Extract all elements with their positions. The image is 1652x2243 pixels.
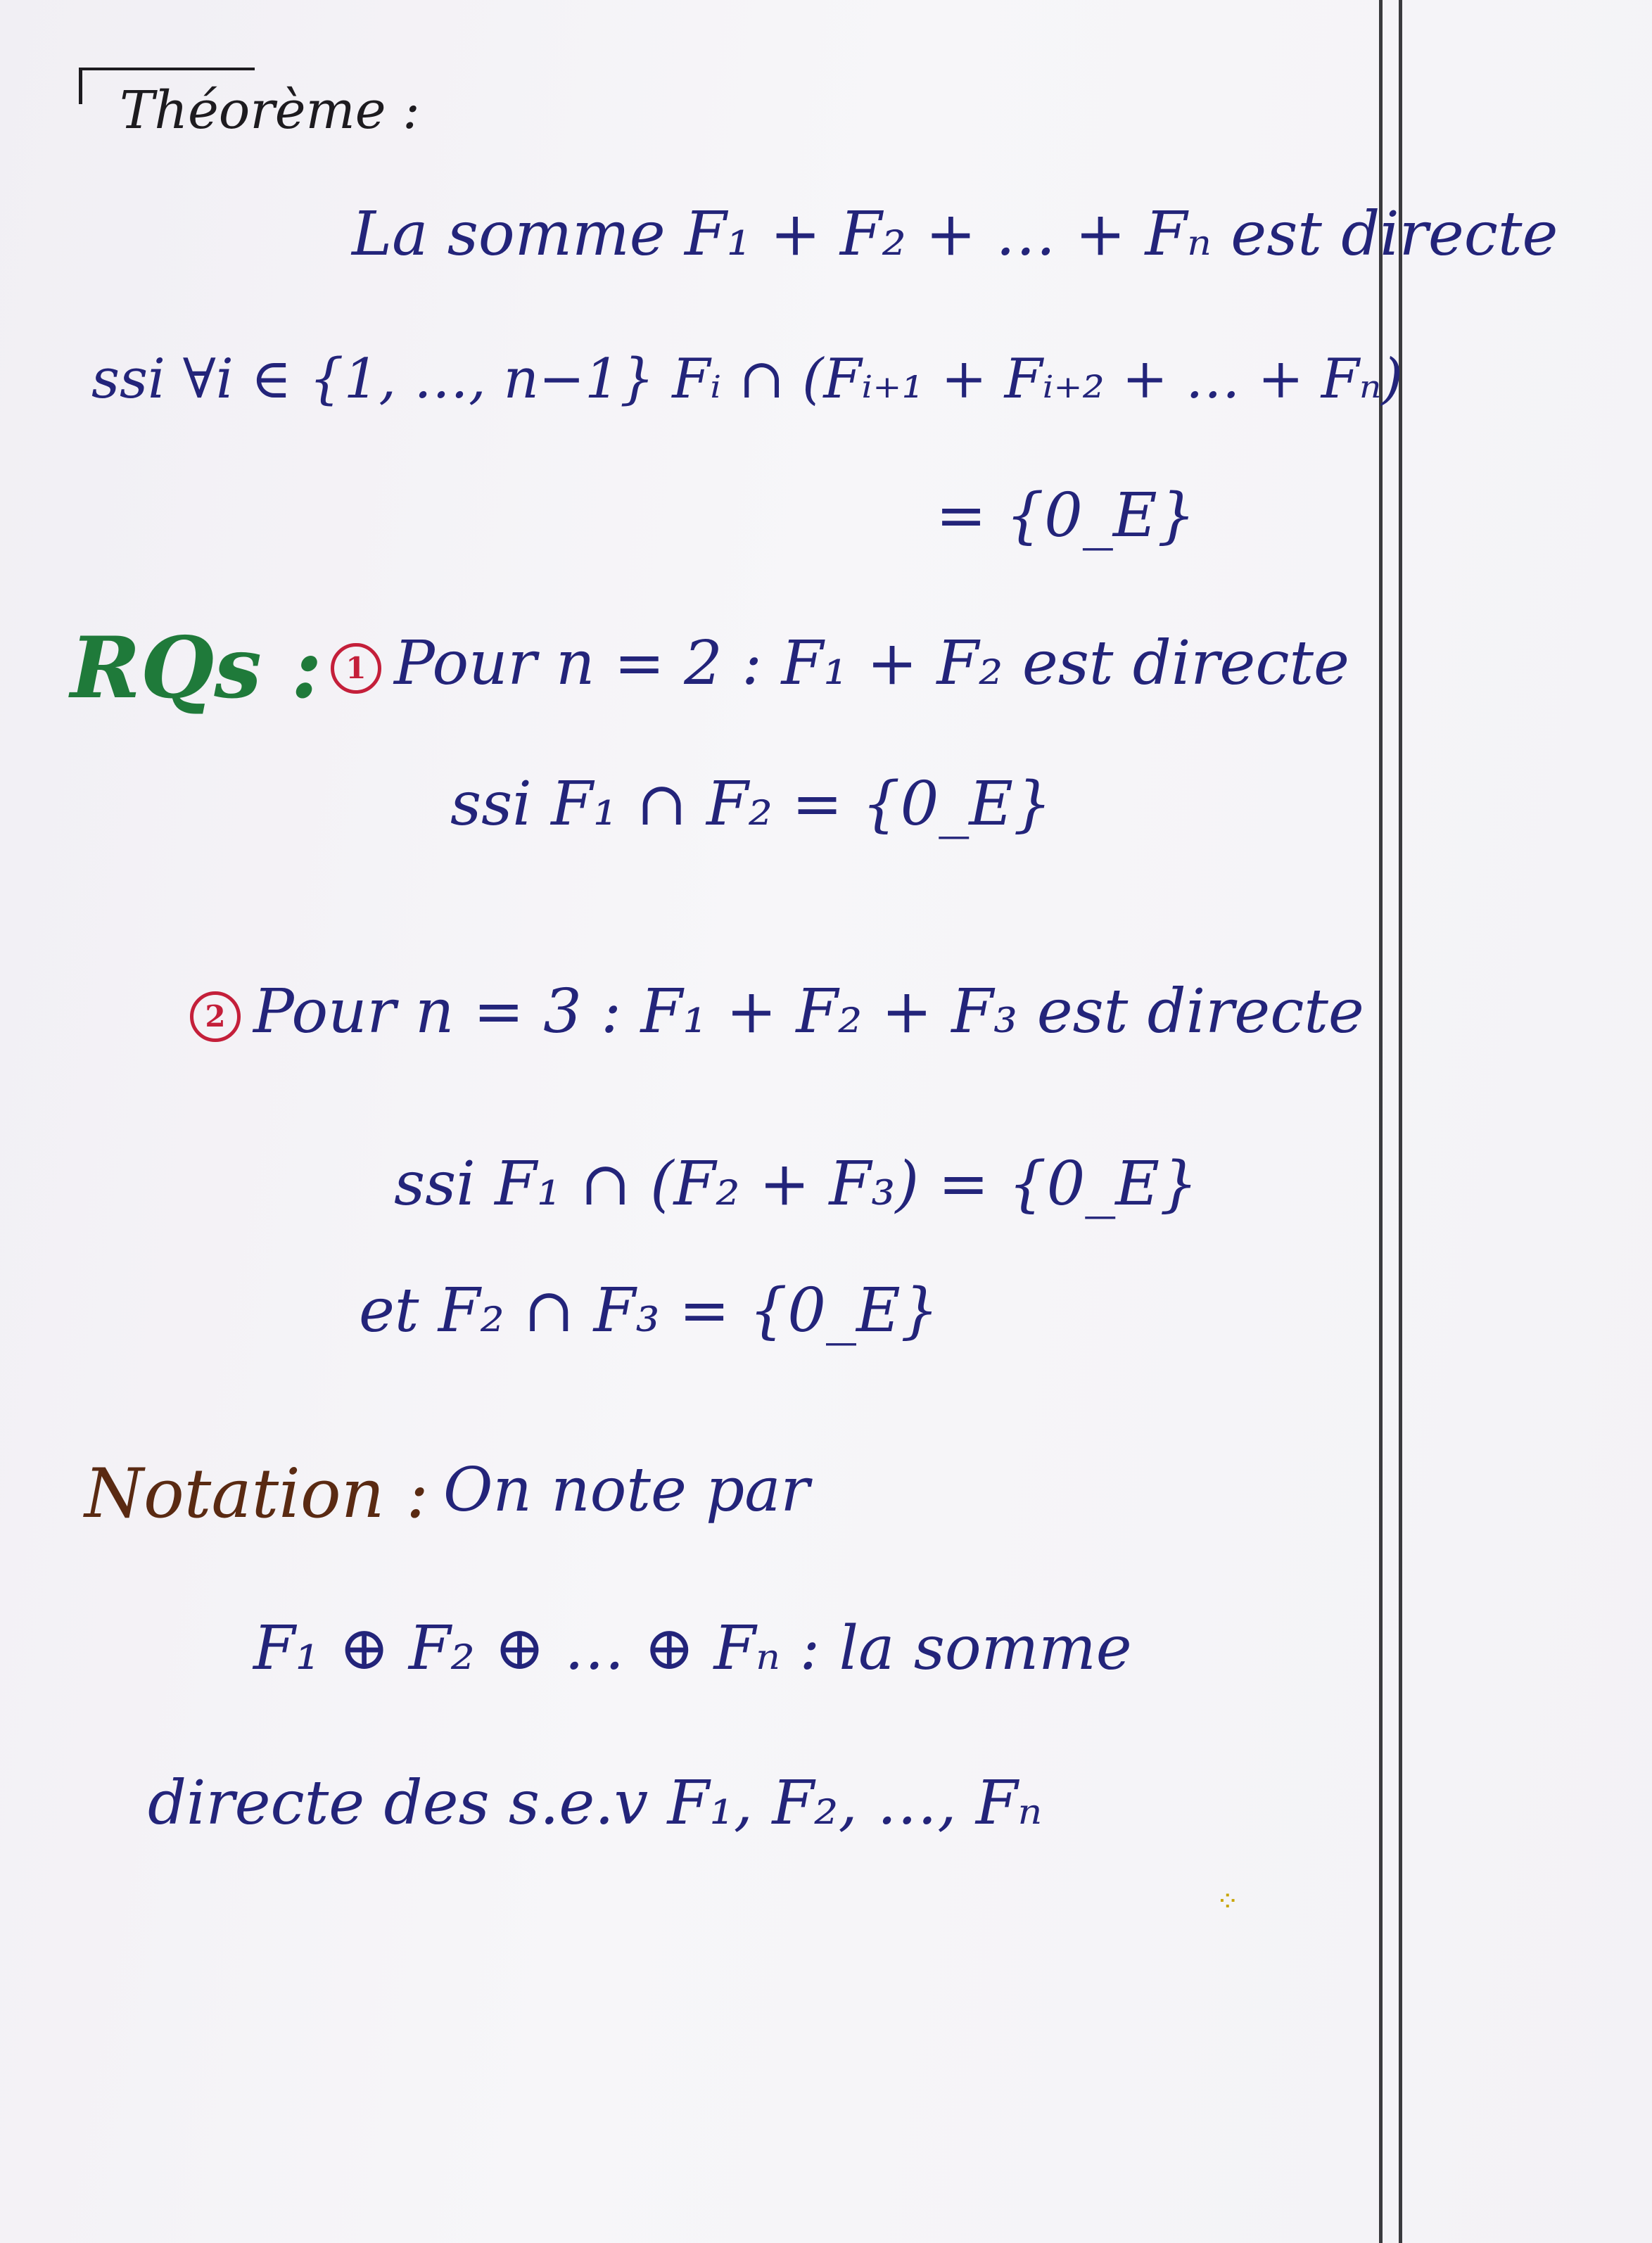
notation-line-1: On note par <box>443 1455 810 1525</box>
remark-2-line-2: ssi F₁ ∩ (F₂ + F₃) = {0_E} <box>394 1149 1198 1219</box>
remark-1-number: 1 <box>331 643 381 694</box>
notation-label: Notation : <box>84 1454 429 1533</box>
remark-1-line-1-text: Pour n = 2 : F₁ + F₂ est directe <box>394 628 1349 699</box>
theorem-line-3: = {0_E} <box>936 481 1196 551</box>
theorem-title: Théorème : <box>120 80 420 141</box>
theorem-line-1: La somme F₁ + F₂ + … + Fₙ est directe <box>352 199 1558 269</box>
margin-rule-left <box>1379 0 1383 2243</box>
remark-1-line-1 <box>331 628 1349 699</box>
remark-2-line-3: et F₂ ∩ F₃ = {0_E} <box>359 1276 939 1346</box>
remark-2-number: 2 <box>190 991 241 1042</box>
remarks-label: RQs : <box>70 618 322 718</box>
ink-speck-decoration: ⁘ <box>1216 1886 1240 1918</box>
margin-rule-right <box>1399 0 1402 2243</box>
title-overline <box>79 68 255 70</box>
remark-2-line-1 <box>190 977 1364 1047</box>
title-corner-mark <box>79 70 82 104</box>
theorem-line-2: ssi ∀i ∈ {1, …, n−1} Fᵢ ∩ (Fᵢ₊₁ + Fᵢ₊₂ + … + Fₙ) <box>91 348 1403 411</box>
notation-line-3: directe des s.e.v F₁, F₂, …, Fₙ <box>148 1768 1043 1838</box>
notation-line-2: F₁ ⊕ F₂ ⊕ … ⊕ Fₙ : la somme <box>253 1613 1132 1684</box>
remark-1-line-2: ssi F₁ ∩ F₂ = {0_E} <box>450 769 1052 839</box>
remark-2-line-1-text: Pour n = 3 : F₁ + F₂ + F₃ est directe <box>253 977 1364 1047</box>
